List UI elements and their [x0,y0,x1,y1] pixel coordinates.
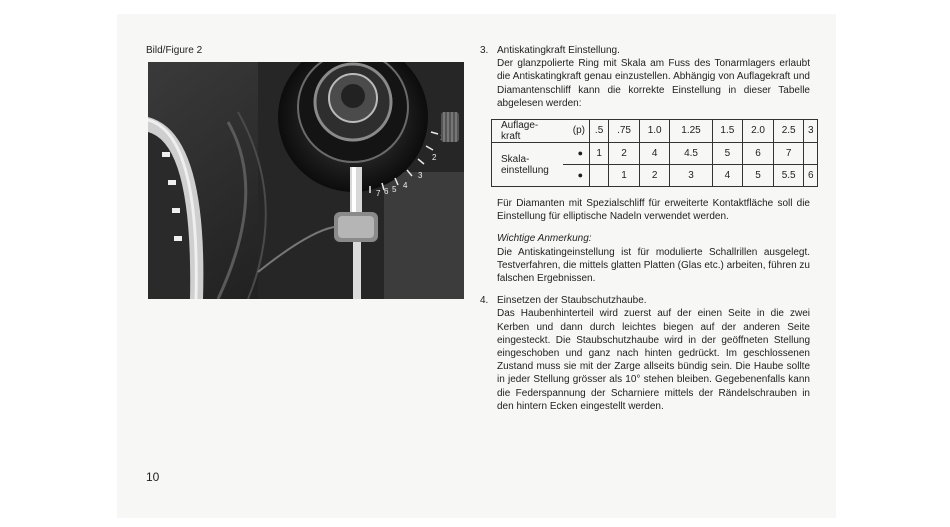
table-cell: 1.5 [712,120,743,143]
table-cell [804,143,818,165]
text-column [480,44,814,413]
section-4-heading [480,294,810,307]
dial-number: 3 [418,171,423,180]
table-cell [590,165,609,187]
dial-number: 4 [403,181,408,190]
table-cell: 6 [804,165,818,187]
antiskating-table [491,119,818,187]
table-cell: 1.25 [670,120,712,143]
table-cell: 6 [743,143,774,165]
table-cell: 2 [639,165,670,187]
table-row [492,120,818,143]
important-heading: Wichtige Anmerkung: [497,233,592,245]
stylus-symbol-elliptical: ● [563,165,590,187]
dial-number: 5 [392,185,397,194]
table-cell: 4.5 [670,143,712,165]
table-cell: 1 [590,143,609,165]
section-3-paragraph: Der glanzpolierte Ring mit Skala am Fuss des Tonarmlagers erlaubt die Antiskatingkraft genau einzustellen. Abhängig von Auflagekraft und Diamantenschliff kann die korrekte Einstellung in dieser Tabelle abgelesen werden: [497,58,810,109]
section-title: Antiskatingkraft Einstellung. [497,45,620,56]
dial-number: 7 [376,189,381,198]
page-number: 10 [146,470,160,484]
table-row [492,143,818,165]
section-number: 4. [480,295,489,307]
table-cell: 2.0 [743,120,774,143]
table-cell: 1.0 [639,120,670,143]
table-cell: 4 [712,165,743,187]
table-cell: 5 [743,165,774,187]
dial-number: 6 [384,187,389,196]
table-cell: 4 [639,143,670,165]
table-cell: 3 [804,120,818,143]
diamond-note: Für Diamanten mit Spezialschliff für erweiterte Kontaktfläche soll die Einstellung für elliptische Nadeln verwendet werden. [497,198,810,223]
figure-label: Bild/Figure 2 [146,45,203,56]
table-cell: .5 [590,120,609,143]
section-4-paragraph: Das Haubenhinterteil wird zuerst auf der einen Seite in die zwei Kerben und dann durch leichtes biegen auf der anderen Seite eingesteckt. Die Staubschutzhaube wird in der geöffneten Stellung eingeschoben und ganz nach hinten gedrückt. Im geschlossenen Zustand muss sie mit der Zarge allseits bündig sein. Die Haube sollte in jeder Stellung grösser als 10° stehen bleiben. Gegebenenfalls kann die Federspannung der Scharniere mittels der Rändelschrauben in den hintern Ecken eingestellt werden. [497,308,810,412]
table-cell: 3 [670,165,712,187]
table-unit: (p) [563,120,590,143]
table-row-label: Skala- einstellung [492,143,564,187]
stylus-symbol-spherical: ● [563,143,590,165]
dial-number: 2 [432,153,437,162]
figure-photo [148,62,464,299]
table-cell: 7 [773,143,804,165]
section-number: 3. [480,45,489,56]
important-text: Die Antiskatingeinstellung ist für modulierte Schallrillen ausgelegt. Testverfahren, die mittels glatten Platten (Glas etc.) arbeiten, führen zu falschen Ergebnissen. [497,246,810,285]
tonearm-base-photo [148,62,464,299]
table-cell: .75 [609,120,640,143]
table-cell: 2 [609,143,640,165]
table-cell: 5 [712,143,743,165]
table-cell: 5.5 [773,165,804,187]
table-cell: 1 [609,165,640,187]
table-row-label: Auflage- kraft [492,120,564,143]
table-cell: 2.5 [773,120,804,143]
section-title: Einsetzen der Staubschutzhaube. [497,295,647,307]
section-3-heading [480,44,810,57]
